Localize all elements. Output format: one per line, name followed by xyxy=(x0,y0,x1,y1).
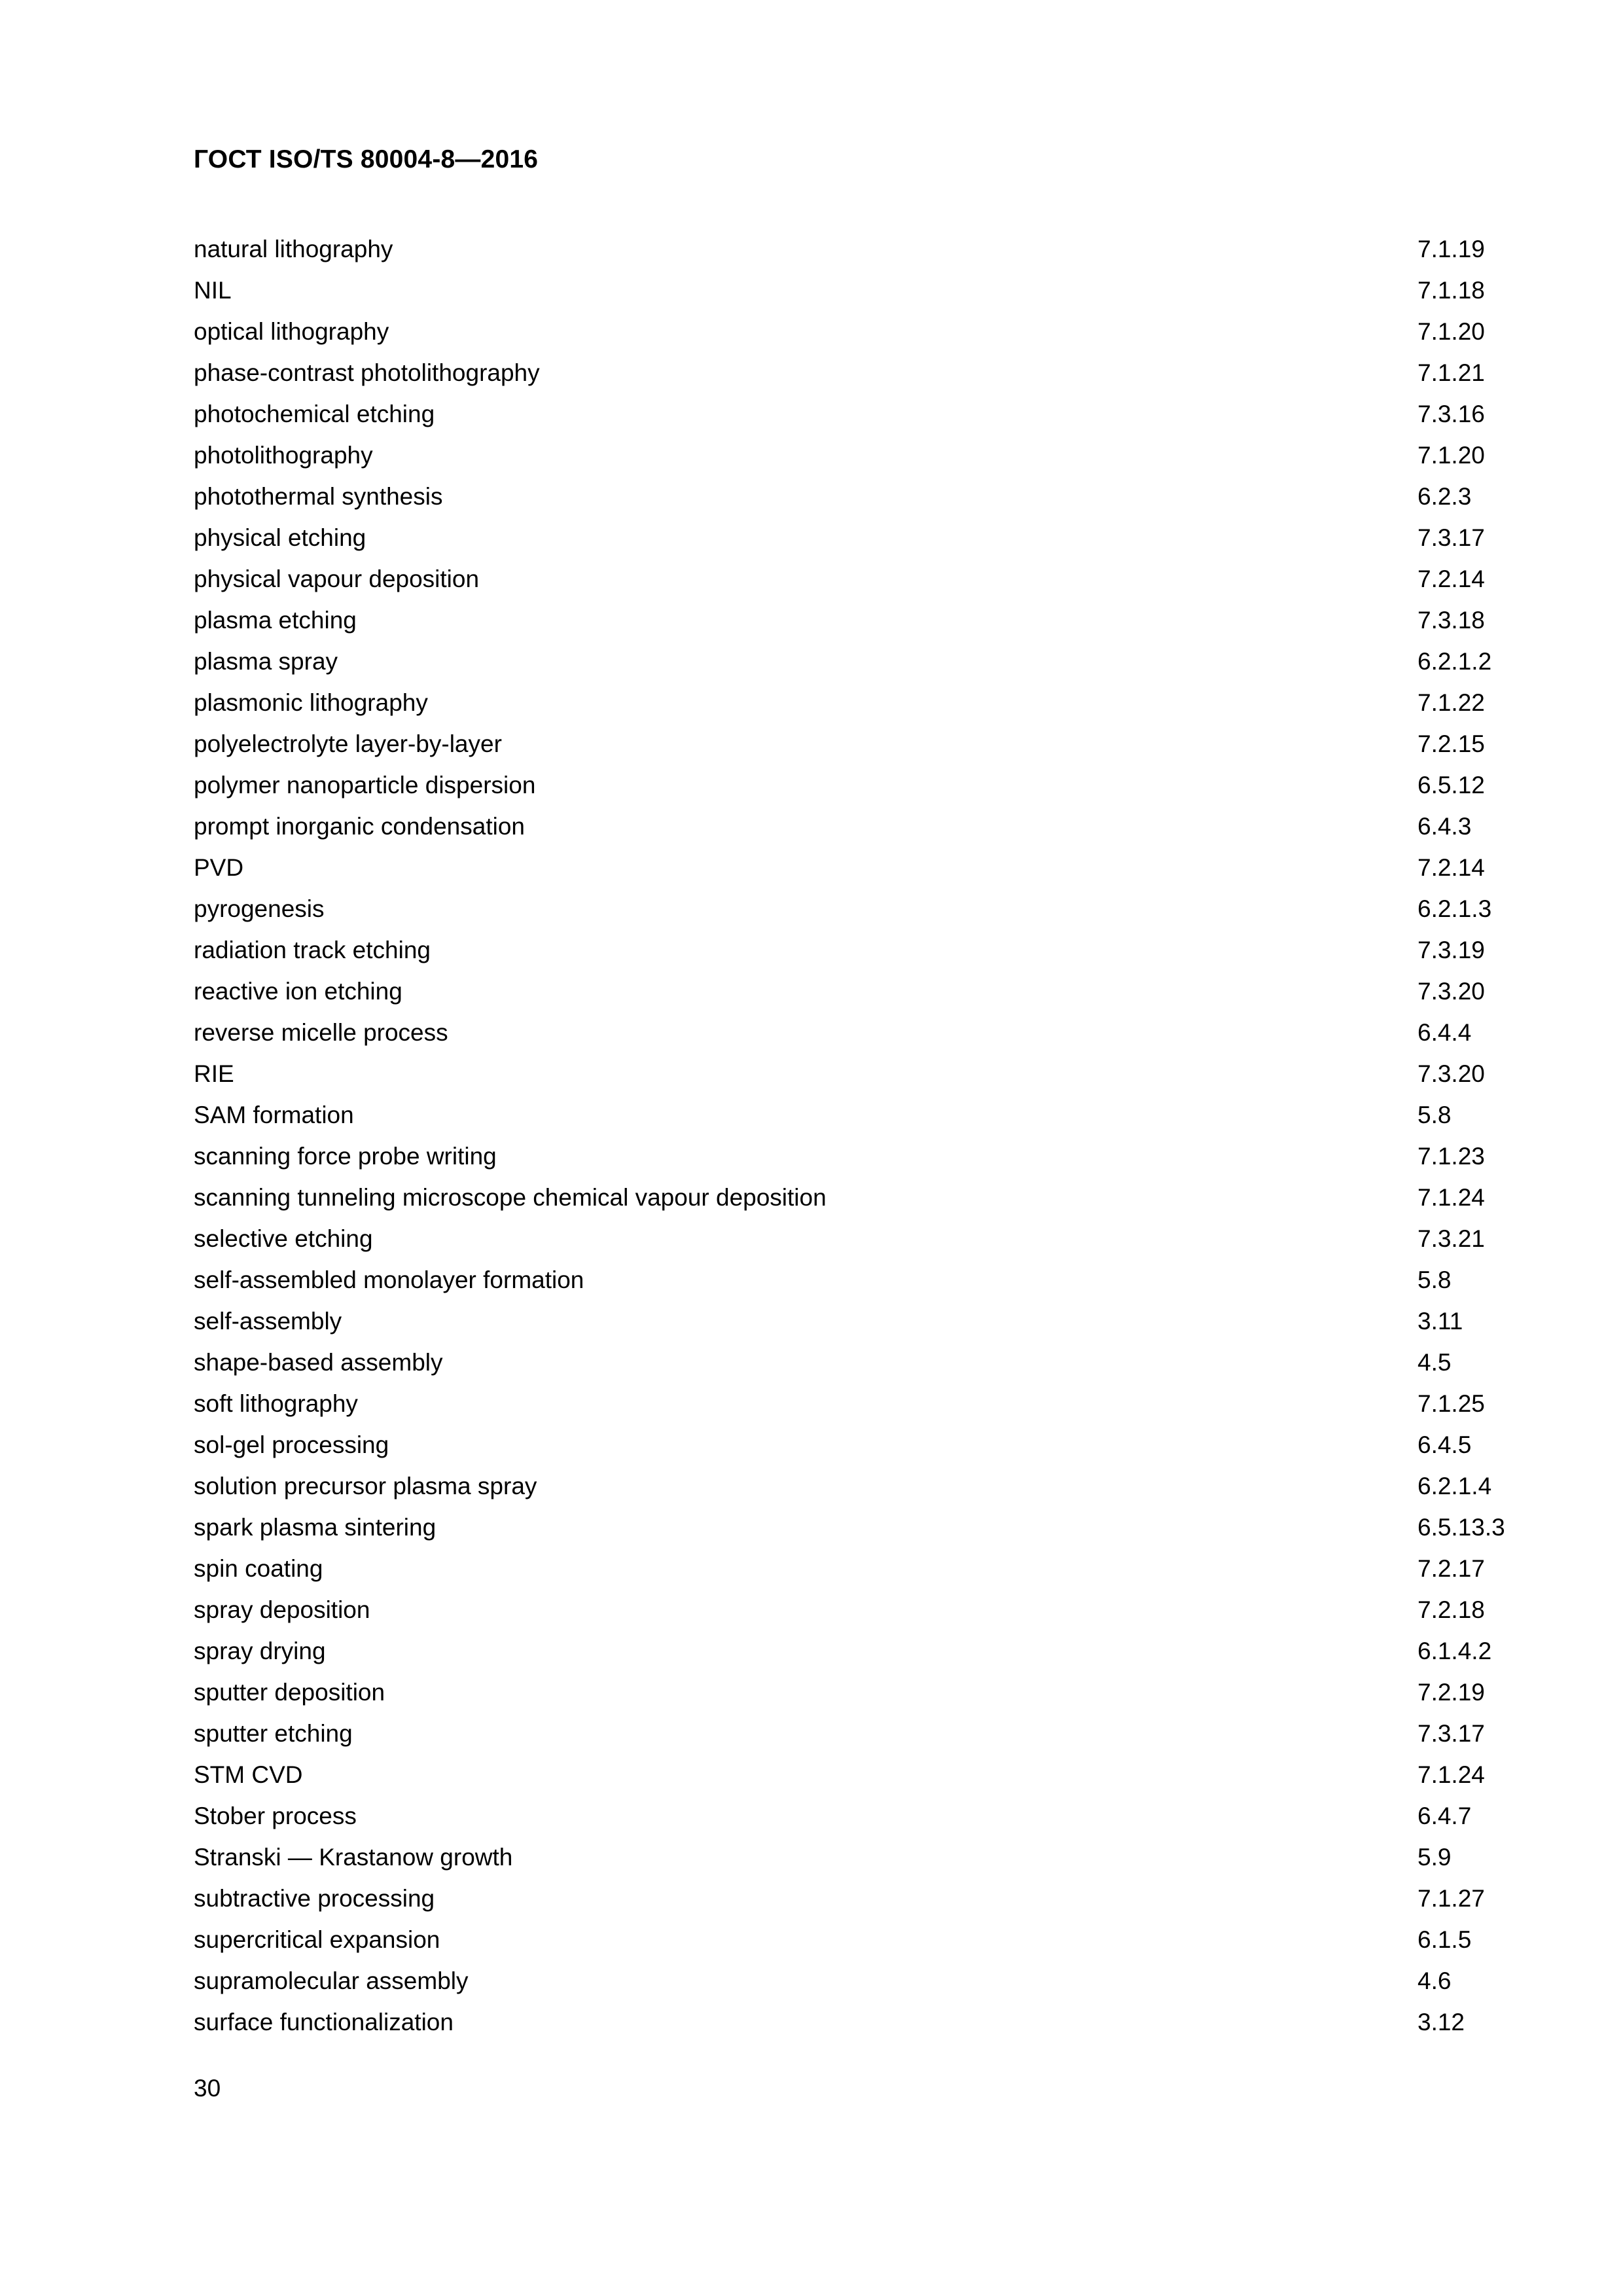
index-term: SAM formation xyxy=(194,1102,354,1128)
index-entry xyxy=(194,398,1529,439)
index-reference: 7.3.16 xyxy=(1418,401,1485,427)
index-entry xyxy=(194,1965,1529,2006)
index-entry xyxy=(194,1717,1529,1759)
index-term: sol-gel processing xyxy=(194,1431,389,1458)
index-term: plasma spray xyxy=(194,648,338,675)
index-entry xyxy=(194,2006,1529,2047)
index-reference: 7.2.17 xyxy=(1418,1555,1485,1582)
index-entry xyxy=(194,1841,1529,1882)
index-term: sputter deposition xyxy=(194,1679,385,1706)
index-entry xyxy=(194,1099,1529,1140)
index-term: STM CVD xyxy=(194,1761,303,1788)
index-reference: 7.1.24 xyxy=(1418,1184,1485,1211)
index-entry xyxy=(194,1800,1529,1841)
index-term: surface functionalization xyxy=(194,2009,454,2036)
index-entry xyxy=(194,1264,1529,1305)
index-term: reactive ion etching xyxy=(194,978,402,1005)
index-term: RIE xyxy=(194,1060,234,1087)
index-term: plasma etching xyxy=(194,607,357,634)
index-entry xyxy=(194,1223,1529,1264)
index-term: sputter etching xyxy=(194,1720,353,1747)
term-index-list xyxy=(194,233,1529,2047)
index-term: Stranski — Krastanow growth xyxy=(194,1844,513,1871)
index-reference: 7.2.18 xyxy=(1418,1596,1485,1623)
page-number: 30 xyxy=(194,2075,221,2102)
index-entry xyxy=(194,1140,1529,1181)
index-term: supercritical expansion xyxy=(194,1926,440,1953)
index-reference: 6.2.3 xyxy=(1418,483,1472,510)
index-term: photochemical etching xyxy=(194,401,435,427)
index-term: scanning force probe writing xyxy=(194,1143,497,1170)
index-entry xyxy=(194,1429,1529,1470)
index-entry xyxy=(194,934,1529,975)
index-reference: 6.2.1.4 xyxy=(1418,1473,1492,1499)
index-entry xyxy=(194,1882,1529,1924)
index-entry xyxy=(194,1635,1529,1676)
index-reference: 6.2.1.2 xyxy=(1418,648,1492,675)
index-term: optical lithography xyxy=(194,318,389,345)
index-term: plasmonic lithography xyxy=(194,689,428,716)
index-reference: 7.3.17 xyxy=(1418,1720,1485,1747)
index-entry xyxy=(194,893,1529,934)
index-term: phase-contrast photolithography xyxy=(194,359,540,386)
index-term: reverse micelle process xyxy=(194,1019,448,1046)
index-entry xyxy=(194,1181,1529,1223)
index-entry xyxy=(194,1552,1529,1594)
index-reference: 7.1.25 xyxy=(1418,1390,1485,1417)
index-term: physical etching xyxy=(194,524,366,551)
index-reference: 7.2.14 xyxy=(1418,854,1485,881)
index-reference: 6.1.4.2 xyxy=(1418,1638,1492,1664)
index-reference: 6.5.13.3 xyxy=(1418,1514,1505,1541)
index-term: spray deposition xyxy=(194,1596,370,1623)
index-entry xyxy=(194,315,1529,357)
index-reference: 7.1.18 xyxy=(1418,277,1485,304)
index-reference: 7.1.19 xyxy=(1418,236,1485,262)
index-reference: 7.3.21 xyxy=(1418,1225,1485,1252)
index-entry xyxy=(194,1058,1529,1099)
index-entry xyxy=(194,1676,1529,1717)
index-reference: 3.11 xyxy=(1418,1308,1463,1335)
index-entry xyxy=(194,1305,1529,1346)
index-reference: 6.5.12 xyxy=(1418,772,1485,798)
index-reference: 7.1.27 xyxy=(1418,1885,1485,1912)
index-term: prompt inorganic condensation xyxy=(194,813,525,840)
index-reference: 7.2.15 xyxy=(1418,730,1485,757)
index-entry xyxy=(194,274,1529,315)
index-reference: 7.2.19 xyxy=(1418,1679,1485,1706)
index-entry xyxy=(194,1388,1529,1429)
index-entry xyxy=(194,563,1529,604)
index-reference: 7.1.24 xyxy=(1418,1761,1485,1788)
index-term: spin coating xyxy=(194,1555,323,1582)
index-entry xyxy=(194,1470,1529,1511)
index-term: selective etching xyxy=(194,1225,373,1252)
index-entry xyxy=(194,1924,1529,1965)
index-reference: 7.2.14 xyxy=(1418,565,1485,592)
index-reference: 7.3.17 xyxy=(1418,524,1485,551)
index-reference: 7.1.22 xyxy=(1418,689,1485,716)
index-term: pyrogenesis xyxy=(194,895,325,922)
index-reference: 7.1.20 xyxy=(1418,318,1485,345)
index-term: Stober process xyxy=(194,1803,357,1829)
index-entry xyxy=(194,852,1529,893)
document-header: ГОСТ ISO/TS 80004-8—2016 xyxy=(194,145,539,173)
index-reference: 6.1.5 xyxy=(1418,1926,1472,1953)
index-reference: 4.5 xyxy=(1418,1349,1452,1376)
index-reference: 3.12 xyxy=(1418,2009,1465,2036)
index-term: self-assembled monolayer formation xyxy=(194,1266,584,1293)
index-term: radiation track etching xyxy=(194,937,431,963)
index-reference: 7.1.21 xyxy=(1418,359,1485,386)
index-term: scanning tunneling microscope chemical vapour deposition xyxy=(194,1184,827,1211)
index-reference: 6.4.5 xyxy=(1418,1431,1472,1458)
index-reference: 7.3.19 xyxy=(1418,937,1485,963)
index-term: NIL xyxy=(194,277,232,304)
index-reference: 7.3.20 xyxy=(1418,1060,1485,1087)
index-term: shape-based assembly xyxy=(194,1349,443,1376)
index-term: natural lithography xyxy=(194,236,393,262)
index-reference: 5.8 xyxy=(1418,1102,1452,1128)
index-entry xyxy=(194,604,1529,645)
index-term: physical vapour deposition xyxy=(194,565,480,592)
index-entry xyxy=(194,810,1529,852)
index-reference: 5.8 xyxy=(1418,1266,1452,1293)
index-reference: 7.3.18 xyxy=(1418,607,1485,634)
index-entry xyxy=(194,728,1529,769)
index-term: polymer nanoparticle dispersion xyxy=(194,772,536,798)
index-reference: 7.1.20 xyxy=(1418,442,1485,469)
index-entry xyxy=(194,480,1529,522)
index-entry xyxy=(194,439,1529,480)
index-term: spray drying xyxy=(194,1638,326,1664)
index-term: subtractive processing xyxy=(194,1885,435,1912)
index-entry xyxy=(194,1759,1529,1800)
index-reference: 4.6 xyxy=(1418,1967,1452,1994)
index-term: solution precursor plasma spray xyxy=(194,1473,537,1499)
index-term: self-assembly xyxy=(194,1308,342,1335)
index-reference: 6.4.4 xyxy=(1418,1019,1472,1046)
index-reference: 7.3.20 xyxy=(1418,978,1485,1005)
index-term: polyelectrolyte layer-by-layer xyxy=(194,730,502,757)
index-reference: 7.1.23 xyxy=(1418,1143,1485,1170)
index-term: spark plasma sintering xyxy=(194,1514,437,1541)
index-entry xyxy=(194,357,1529,398)
index-entry xyxy=(194,645,1529,687)
index-term: photolithography xyxy=(194,442,373,469)
index-reference: 6.4.3 xyxy=(1418,813,1472,840)
index-entry xyxy=(194,1016,1529,1058)
index-term: soft lithography xyxy=(194,1390,358,1417)
index-reference: 6.2.1.3 xyxy=(1418,895,1492,922)
index-entry xyxy=(194,769,1529,810)
index-term: supramolecular assembly xyxy=(194,1967,469,1994)
index-entry xyxy=(194,1511,1529,1552)
index-entry xyxy=(194,1594,1529,1635)
index-entry xyxy=(194,233,1529,274)
index-reference: 6.4.7 xyxy=(1418,1803,1472,1829)
index-reference: 5.9 xyxy=(1418,1844,1452,1871)
index-term: PVD xyxy=(194,854,244,881)
index-term: photothermal synthesis xyxy=(194,483,443,510)
index-entry xyxy=(194,1346,1529,1388)
index-entry xyxy=(194,687,1529,728)
index-entry xyxy=(194,522,1529,563)
index-entry xyxy=(194,975,1529,1016)
